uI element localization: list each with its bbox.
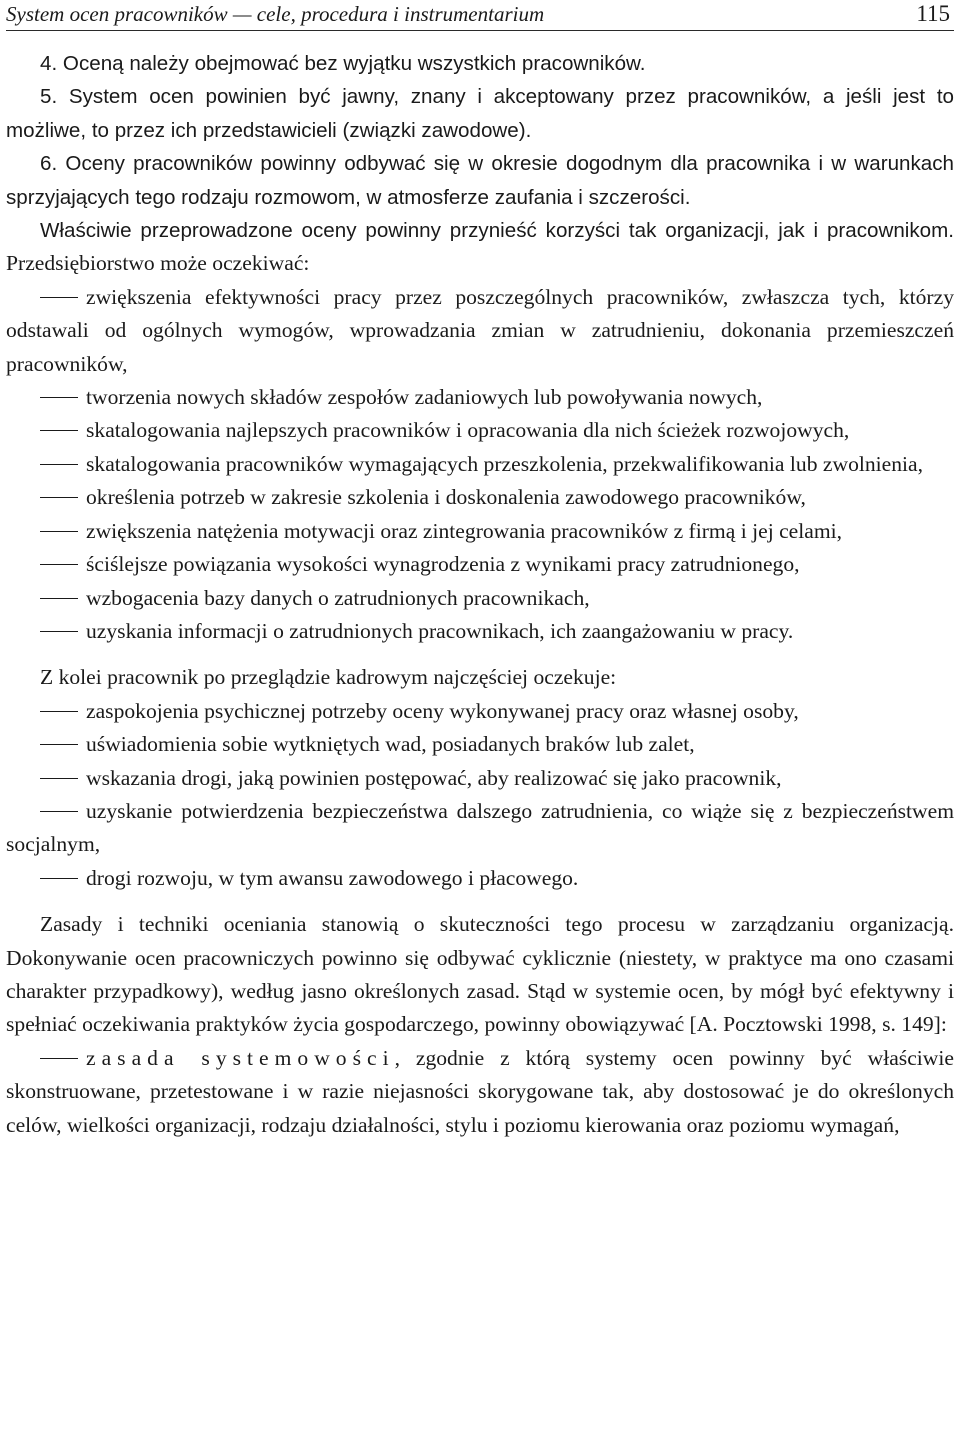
closing-paragraph: Zasady i techniki oceniania stanowią o skuteczności tego procesu w zarządzaniu organizacją. Dokonywanie ocen pracowniczych powinno się odbywać cyklicznie (niestety, w praktyce ma ono czasami charakter przypadkowy), według jasno określonych zasad. Stąd w systemie ocen, by mógł być efektywny i spełniać oczekiwania praktyków życia gospodarczego, powinny obowiązywać [A. Pocztowski 1998, s. 149]: bbox=[6, 912, 954, 1037]
point-text: System ocen powinien być jawny, znany i akceptowany przez pracowników, a jeśli jest to możliwe, to przez ich przedstawicieli (związki zawodowe). bbox=[6, 85, 954, 142]
principle-term: zasada systemowości bbox=[86, 1045, 395, 1070]
em-dash-icon bbox=[40, 1058, 78, 1059]
employee-item: uzyskanie potwierdzenia bezpieczeństwa dalszego zatrudnienia, co wiąże się z bezpieczeństwem socjalnym, bbox=[6, 798, 954, 857]
em-dash-icon bbox=[40, 778, 78, 779]
em-dash-icon bbox=[40, 497, 78, 498]
em-dash-icon bbox=[40, 564, 78, 565]
point-number: 5. bbox=[40, 85, 58, 109]
em-dash-icon bbox=[40, 878, 78, 879]
em-dash-icon bbox=[40, 430, 78, 431]
em-dash-icon bbox=[40, 744, 78, 745]
section-gap bbox=[6, 648, 954, 661]
enterprise-item: skatalogowania pracowników wymagających przeszkolenia, przekwalifikowania lub zwolnienia, bbox=[6, 448, 954, 481]
employee-item: uświadomienia sobie wytkniętych wad, posiadanych braków lub zalet, bbox=[6, 728, 954, 761]
enterprise-item: ściślejsze powiązania wysokości wynagrodzenia z wynikami pracy zatrudnionego, bbox=[6, 548, 954, 581]
enterprise-item: uzyskania informacji o zatrudnionych pracownikach, ich zaangażowaniu w pracy. bbox=[6, 615, 954, 648]
point-text: Oceny pracowników powinny odbywać się w okresie dogodnym dla pracownika i w warunkach sprzyjających tego rodzaju rozmowom, w atmosferze zaufania i szczerości. bbox=[6, 152, 954, 209]
enterprise-item: tworzenia nowych składów zespołów zadaniowych lub powoływania nowych, bbox=[6, 381, 954, 414]
principle-text: , zgodnie z którą systemy ocen powinny być właściwie skonstruowane, przetestowane i w razie niejasności skorygowane tak, aby dostosować je do określonych celów, wielkości organizacji, rodzaju działalności, stylu i poziomu kierowania oraz poziomu wymagań, bbox=[6, 1045, 954, 1137]
principle-item bbox=[6, 1042, 954, 1142]
enterprise-item: zwiększenia efektywności pracy przez poszczególnych pracowników, zwłaszcza tych, którzy odstawali od ogólnych wymogów, wprowadzania zmian w zatrudnieniu, dokonania przemieszczeń pracowników, bbox=[6, 284, 954, 376]
em-dash-icon bbox=[40, 811, 78, 812]
point-number: 4. bbox=[40, 52, 58, 75]
page-body bbox=[6, 47, 954, 1142]
em-dash-icon bbox=[40, 598, 78, 599]
enterprise-item: zwiększenia natężenia motywacji oraz zintegrowania pracowników z firmą i jej celami, bbox=[6, 515, 954, 548]
em-dash-icon bbox=[40, 297, 78, 298]
page-number: 115 bbox=[916, 1, 950, 26]
em-dash-icon bbox=[40, 464, 78, 465]
point-number: 6. bbox=[40, 152, 58, 176]
enterprise-item: skatalogowania najlepszych pracowników i opracowania dla nich ścieżek rozwojowych, bbox=[6, 414, 954, 447]
em-dash-icon bbox=[40, 631, 78, 632]
enterprise-intro-paragraph bbox=[6, 214, 954, 281]
em-dash-icon bbox=[40, 531, 78, 532]
em-dash-icon bbox=[40, 397, 78, 398]
page-header bbox=[6, 0, 954, 31]
intro-sans-text: Właściwie przeprowadzone oceny powinny przynieść korzyści tak organizacji, jak i pracownikom. bbox=[40, 219, 954, 243]
section-gap bbox=[6, 895, 954, 908]
employee-item: drogi rozwoju, w tym awansu zawodowego i płacowego. bbox=[6, 862, 954, 895]
point-text: Oceną należy obejmować bez wyjątku wszystkich pracowników. bbox=[62, 52, 646, 75]
enterprise-item: wzbogacenia bazy danych o zatrudnionych pracownikach, bbox=[6, 582, 954, 615]
numbered-point-4 bbox=[6, 47, 954, 80]
numbered-point-6 bbox=[6, 147, 954, 214]
numbered-point-5 bbox=[6, 80, 954, 147]
intro-serif-text: Przedsiębiorstwo może oczekiwać: bbox=[6, 251, 310, 276]
em-dash-icon bbox=[40, 711, 78, 712]
enterprise-item: określenia potrzeb w zakresie szkolenia i doskonalenia zawodowego pracowników, bbox=[6, 481, 954, 514]
employee-item: zaspokojenia psychicznej potrzeby oceny wykonywanej pracy oraz własnej osoby, bbox=[6, 695, 954, 728]
employee-intro-paragraph: Z kolei pracownik po przeglądzie kadrowym najczęściej oczekuje: bbox=[40, 665, 617, 690]
running-title: System ocen pracowników — cele, procedura i instrumentarium bbox=[6, 2, 545, 26]
employee-item: wskazania drogi, jaką powinien postępować, aby realizować się jako pracownik, bbox=[6, 762, 954, 795]
